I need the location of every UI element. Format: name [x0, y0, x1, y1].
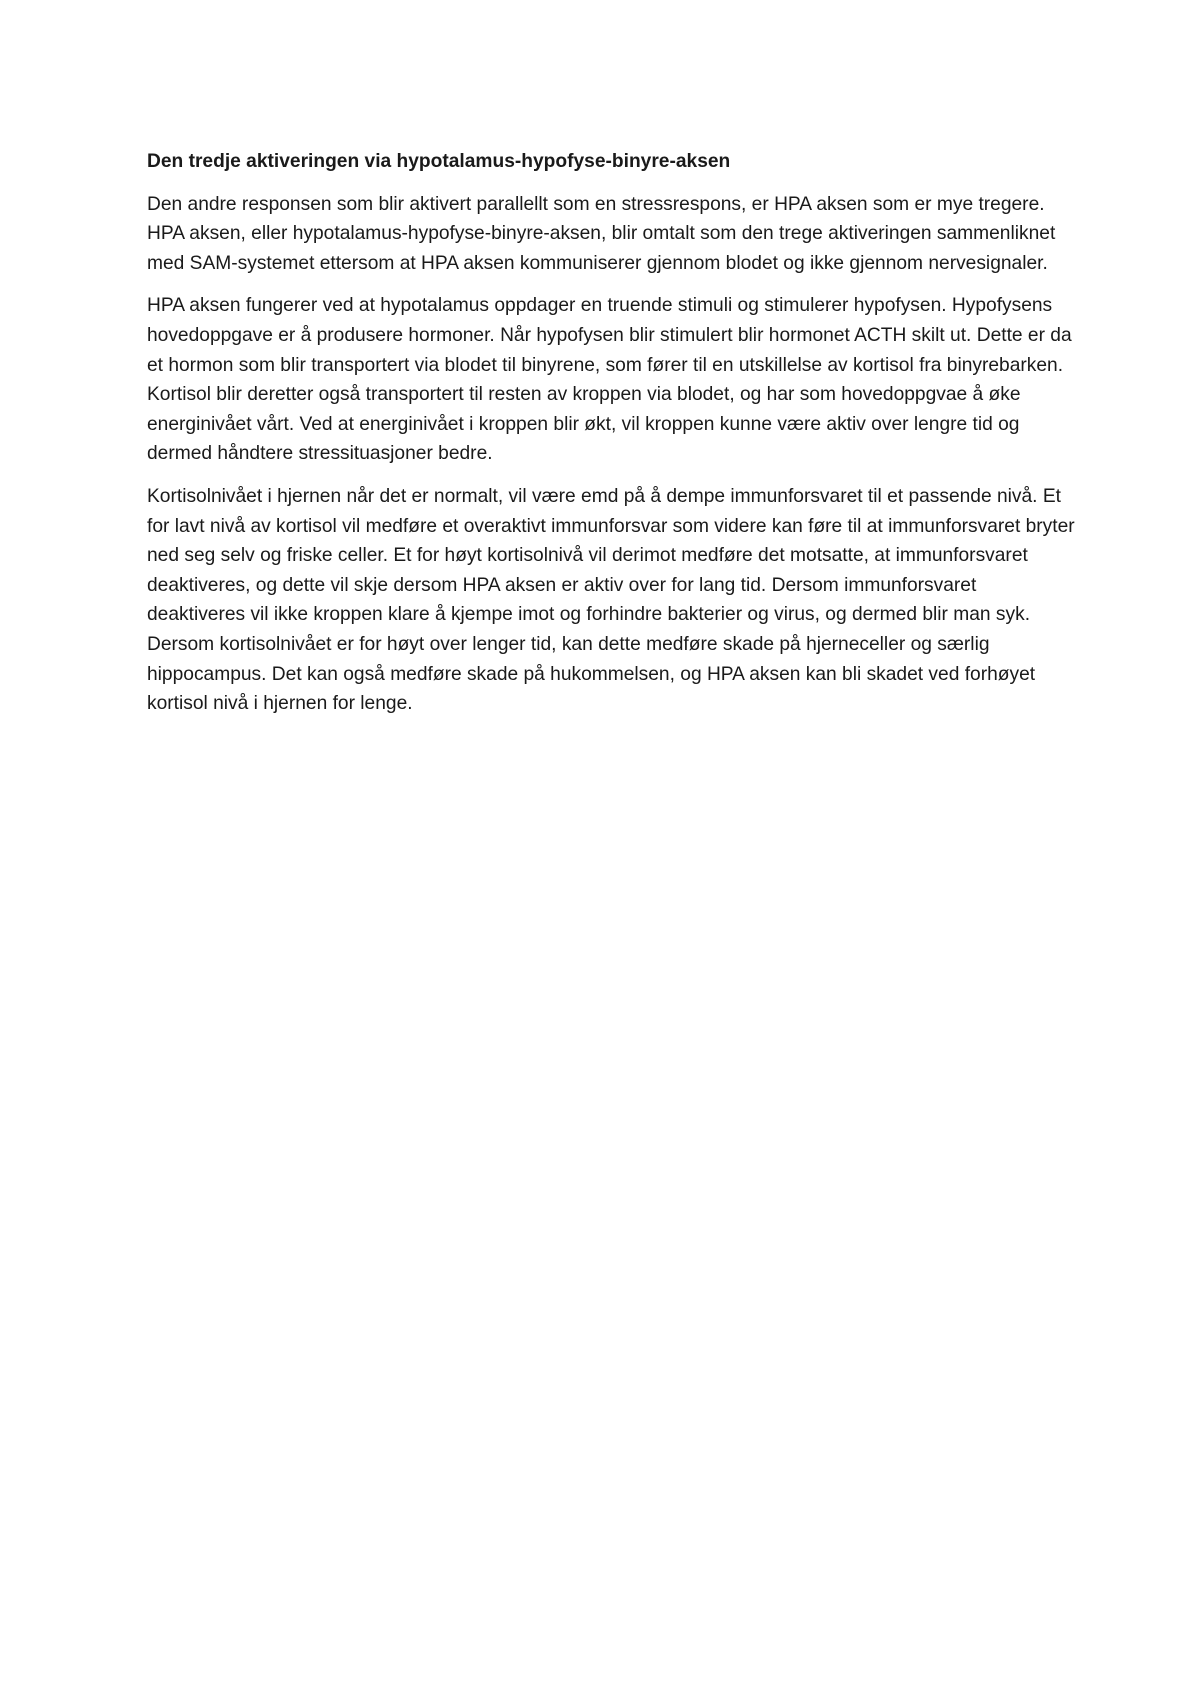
section-heading: Den tredje aktiveringen via hypotalamus-hypofyse-binyre-aksen — [147, 151, 731, 172]
paragraph-hpa-function: HPA aksen fungerer ved at hypotalamus oppdager en truende stimuli og stimulerer hypofysen. Hypofysens hovedoppgave er å produsere hormoner. Når hypofysen blir stimulert blir hormonet ACTH skilt ut. Dette er da et hormon som blir transportert via blodet til binyrene, som fører til en utskillelse av kortisol fra binyrebarken. Kortisol blir deretter også transportert til resten av kroppen via blodet, og har som hovedoppgvae å øke energinivået vårt. Ved at energinivået i kroppen blir økt, vil kroppen kunne være aktiv over lengre tid og dermed håndtere stressituasjoner bedre. — [147, 295, 1072, 465]
paragraph-hpa-intro: Den andre responsen som blir aktivert parallellt som en stressrespons, er HPA aksen som er mye tregere. HPA aksen, eller hypotalamus-hypofyse-binyre-aksen, blir omtalt som den trege aktiveringen sammenliknet med SAM-systemet ettersom at HPA aksen kommuniserer gjennom blodet og ikke gjennom nervesignaler. — [147, 193, 1056, 274]
paragraph-cortisol-levels: Kortisolnivået i hjernen når det er normalt, vil være emd på å dempe immunforsvaret til et passende nivå. Et for lavt nivå av kortisol vil medføre et overaktivt immunforsvar som videre kan føre til at immunforsvaret bryter ned seg selv og friske celler. Et for høyt kortisolnivå vil derimot medføre det motsatte, at immunforsvaret deaktiveres, og dette vil skje dersom HPA aksen er aktiv over for lang tid. Dersom immunforsvaret deaktiveres vil ikke kroppen klare å kjempe imot og forhindre bakterier og virus, og dermed blir man syk. Dersom kortisolnivået er for høyt over lenger tid, kan dette medføre skade på hjerneceller og særlig hippocampus. Det kan også medføre skade på hukommelsen, og HPA aksen kan bli skadet ved forhøyet kortisol nivå i hjernen for lenge. — [147, 485, 1075, 715]
document-body — [147, 147, 1077, 732]
